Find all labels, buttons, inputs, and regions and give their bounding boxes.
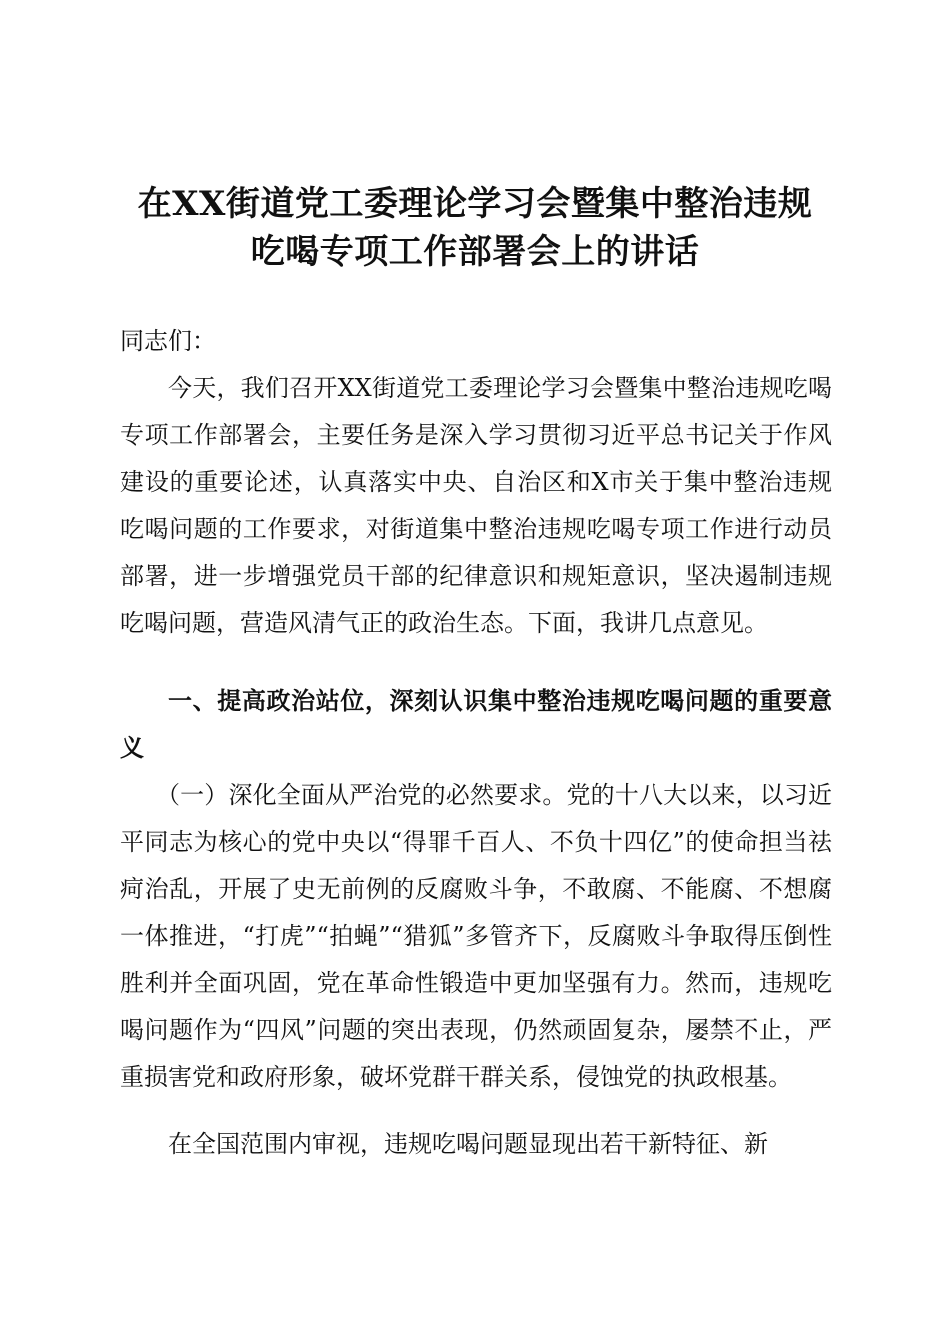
document-title-line-1: 在XX街道党工委理论学习会暨集中整治违规 [137,184,813,224]
subsection-paragraph-1 [120,772,832,1101]
opening-paragraph: 今天，我们召开XX街道党工委理论学习会暨集中整治违规吃喝专项工作部署会，主要任务是深入学习贯彻习近平总书记关于作风建设的重要论述，认真落实中央、自治区和X市关于集中整治违规吃喝问题的工作要求，对街道集中整治违规吃喝专项工作进行动员部署，进一步增强党员干部的纪律意识和规矩意识，坚决遏制违规吃喝问题，营造风清气正的政治生态。下面，我讲几点意见。 [120,374,832,637]
subsection-body-1: 党的十八大以来，以习近平同志为核心的党中央以“得罪千百人、不负十四亿”的使命担当祛疴治乱，开展了史无前例的反腐败斗争，不敢腐、不能腐、不想腐一体推进，“打虎”“拍蝇”“猎狐”多管齐下，反腐败斗争取得压倒性胜利并全面巩固，党在革命性锻造中更加坚强有力。然而，违规吃喝问题作为“四风”问题的突出表现，仍然顽固复杂，屡禁不止，严重损害党和政府形象，破坏党群干群关系，侵蚀党的执政根基。 [120,781,833,1091]
subsection-heading-1: （一）深化全面从严治党的必然要求。 [156,781,567,809]
document-title-line-2: 吃喝专项工作部署会上的讲话 [250,232,700,272]
salutation: 同志们： [120,327,216,355]
section-heading-1: 一、提高政治站位，深刻认识集中整治违规吃喝问题的重要意义 [120,687,832,762]
continuation-paragraph: 在全国范围内审视，违规吃喝问题显现出若干新特征、新 [168,1130,768,1158]
